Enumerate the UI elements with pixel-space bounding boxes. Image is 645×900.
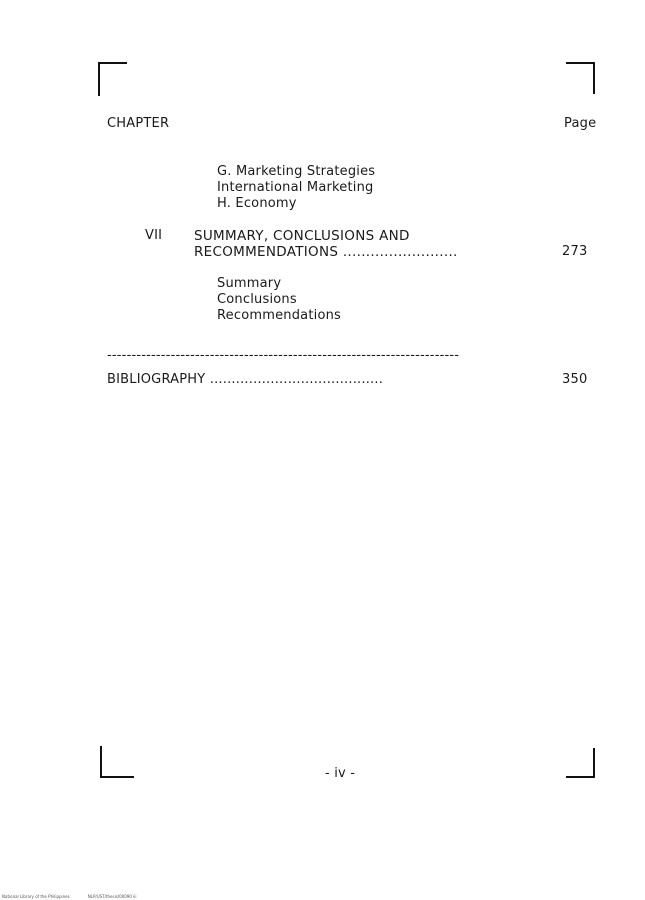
toc-subsection: Conclusions [217,292,297,307]
crop-mark-top-left [98,62,127,96]
toc-subsection: Recommendations [217,308,342,323]
toc-subsection: H. Economy [217,196,297,211]
bibliography-page-number: 350 [562,372,588,387]
footer-source: National Library of the Philippines [2,894,70,899]
page-folio: - iv - [325,766,356,781]
toc-subsection: Summary [217,276,282,291]
chapter-page-number: 273 [562,244,588,259]
toc-subsection: G. Marketing Strategies [217,164,376,179]
crop-mark-top-right [566,62,595,94]
chapter-number: VII [145,228,163,243]
toc-subsection: International Marketing [217,180,374,195]
crop-mark-bottom-left [100,746,134,778]
bibliography-entry: BIBLIOGRAPHY ........................................ [107,372,384,387]
chapter-column-heading: CHAPTER [107,116,170,131]
crop-mark-bottom-right [566,748,595,778]
scan-footer [2,894,136,899]
dashed-divider: ------------------------------------------------------------------------ [107,348,460,363]
page-column-heading: Page [564,116,597,131]
chapter-title-line-2: RECOMMENDATIONS ......................... [194,244,458,260]
chapter-title-line-1: SUMMARY, CONCLUSIONS AND [194,228,410,244]
footer-reference: NLP/UST/thesis/00090 iii [87,894,137,899]
